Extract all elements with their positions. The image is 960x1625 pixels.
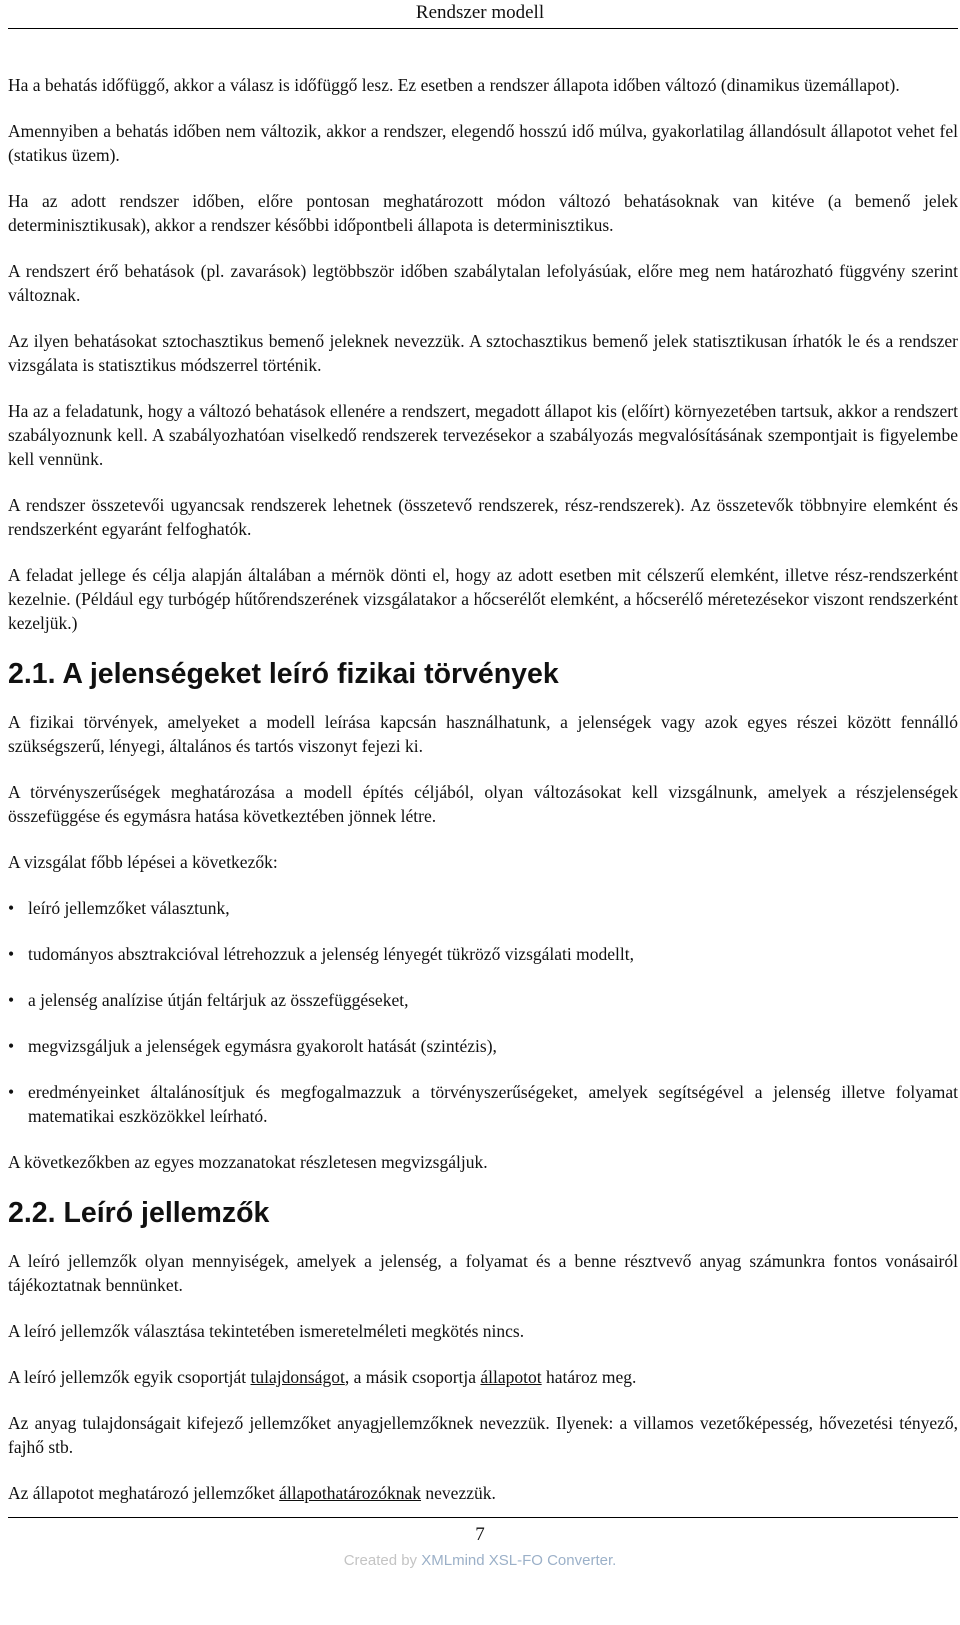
- section-2-1-paragraph-2: A törvényszerűségek meghatározása a modell építés céljából, olyan változásokat kell vizsgálnunk, amelyek a részjelenségek összefüggése és egymásra hatása következtében jönnek létre.: [8, 782, 958, 826]
- tulajdonsag-link[interactable]: tulajdonságot: [250, 1367, 345, 1387]
- allapot-link[interactable]: állapotot: [480, 1367, 542, 1387]
- section-2-1-paragraph-1: A fizikai törvények, amelyeket a modell leírása kapcsán használhatunk, a jelenségek vagy azok egyes részei között fennálló szükségszerű, lényegi, általános és tartós viszonyt fejezi ki.: [8, 712, 958, 756]
- list-item: [8, 988, 958, 1012]
- paragraph-intro-2: Amennyiben a behatás időben nem változik, akkor a rendszer, elegendő hosszú idő múlva, gyakorlatilag állandósult állapotot vehet fel (statikus üzem).: [8, 121, 958, 165]
- bullet-icon: •: [8, 944, 15, 964]
- paragraph-intro-8: A feladat jellege és célja alapján általában a mérnök dönti el, hogy az adott esetben mit célszerű elemként, illetve rész-rendszerként kezelnie. (Például egy turbógép hűtőrendszerének vizsgálatakor a hőcserélőt elemként, a hőcserélő méretezésekor viszont rendszerként kezeljük.): [8, 565, 958, 633]
- paragraph-intro-4: A rendszert érő behatások (pl. zavarások) legtöbbször időben szabálytalan lefolyásúak, előre meg nem határozható függvény szerint változnak.: [8, 261, 958, 305]
- page-number: 7: [475, 1524, 485, 1545]
- section-heading-2-2: 2.2. Leíró jellemzők: [8, 1197, 270, 1229]
- header-divider: [8, 28, 958, 29]
- text-fragment: , a másik csoportja: [344, 1367, 481, 1387]
- paragraph-intro-1: Ha a behatás időfüggő, akkor a válasz is időfüggő lesz. Ez esetben a rendszer állapota időben változó (dinamikus üzemállapot).: [8, 75, 900, 95]
- bullet-icon: •: [8, 1036, 15, 1056]
- section-2-2-paragraph-4: Az anyag tulajdonságait kifejező jellemzőket anyagjellemzőknek nevezzük. Ilyenek: a villamos vezetőképesség, hővezetési tényező, fajhő stb.: [8, 1413, 958, 1457]
- bullet-icon: •: [8, 990, 15, 1010]
- section-2-2-paragraph-5: [8, 1481, 958, 1505]
- list-item: [8, 942, 958, 966]
- footer-divider: [8, 1517, 958, 1518]
- paragraph-intro-3: Ha az adott rendszer időben, előre pontosan meghatározott módon változó behatásoknak van kitéve (a bemenő jelek determinisztikusak), akkor a rendszer későbbi időpontbeli állapota is determinisztikus.: [8, 191, 958, 235]
- allapothatarozo-link[interactable]: állapothatározóknak: [279, 1483, 422, 1503]
- section-heading-2-1: 2.1. A jelenségeket leíró fizikai törvények: [8, 658, 559, 690]
- paragraph-intro-7: A rendszer összetevői ugyancsak rendszerek lehetnek (összetevő rendszerek, rész-rendszerek). Az összetevők többnyire elemként és rendszerként egyaránt felfoghatók.: [8, 495, 958, 539]
- list-item-text: megvizsgáljuk a jelenségek egymásra gyakorolt hatását (szintézis),: [28, 1036, 497, 1056]
- page-header: Rendszer modell: [415, 2, 545, 23]
- steps-list: [8, 896, 958, 1128]
- section-2-2-paragraph-2: A leíró jellemzők választása tekintetében ismeretelméleti megkötés nincs.: [8, 1321, 525, 1341]
- paragraph-intro-6: Ha az a feladatunk, hogy a változó behatások ellenére a rendszert, megadott állapot kis (előírt) környezetében tartsuk, akkor a rendszert szabályoznunk kell. A szabályozhatóan viselkedő rendszerek tervezésekor a szabályozás megvalósításának szempontjait is figyelembe kell vennünk.: [8, 401, 958, 469]
- section-2-2-paragraph-3: [8, 1365, 958, 1389]
- text-fragment: határoz meg.: [541, 1367, 637, 1387]
- list-item: [8, 1034, 958, 1058]
- bullet-icon: •: [8, 898, 15, 918]
- list-item-text: tudományos absztrakcióval létrehozzuk a jelenség lényegét tükröző vizsgálati modellt,: [28, 944, 634, 964]
- list-item-text: leíró jellemzőket választunk,: [28, 898, 230, 918]
- list-item: [8, 1080, 958, 1128]
- paragraph-intro-5: Az ilyen behatásokat sztochasztikus bemenő jeleknek nevezzük. A sztochasztikus bemenő jelek statisztikusan írhatók le és a rendszer vizsgálata is statisztikus módszerrel történik.: [8, 331, 958, 375]
- converter-name: XMLmind XSL-FO Converter.: [421, 1552, 617, 1569]
- list-item: [8, 896, 958, 920]
- section-2-1-paragraph-3: A vizsgálat főbb lépései a következők:: [8, 852, 278, 872]
- converter-credit: [0, 1551, 960, 1571]
- list-item-text: eredményeinket általánosítjuk és megfogalmazzuk a törvényszerűségeket, amelyek segítségével a jelenség illetve folyamat matematikai eszközökkel leírható.: [28, 1082, 958, 1126]
- text-fragment: nevezzük.: [421, 1483, 496, 1503]
- document-body: [8, 73, 958, 1505]
- section-2-1-closing: A következőkben az egyes mozzanatokat részletesen megvizsgáljuk.: [8, 1152, 488, 1172]
- section-2-2-paragraph-1: A leíró jellemzők olyan mennyiségek, amelyek a jelenség, a folyamat és a benne résztvevő anyag számunkra fontos vonásairól tájékoztatnak bennünket.: [8, 1251, 958, 1295]
- created-by-label: Created by: [343, 1552, 422, 1569]
- text-fragment: Az állapotot meghatározó jellemzőket: [8, 1483, 280, 1503]
- bullet-icon: •: [8, 1082, 15, 1102]
- list-item-text: a jelenség analízise útján feltárjuk az összefüggéseket,: [28, 990, 409, 1010]
- text-fragment: A leíró jellemzők egyik csoportját: [8, 1367, 251, 1387]
